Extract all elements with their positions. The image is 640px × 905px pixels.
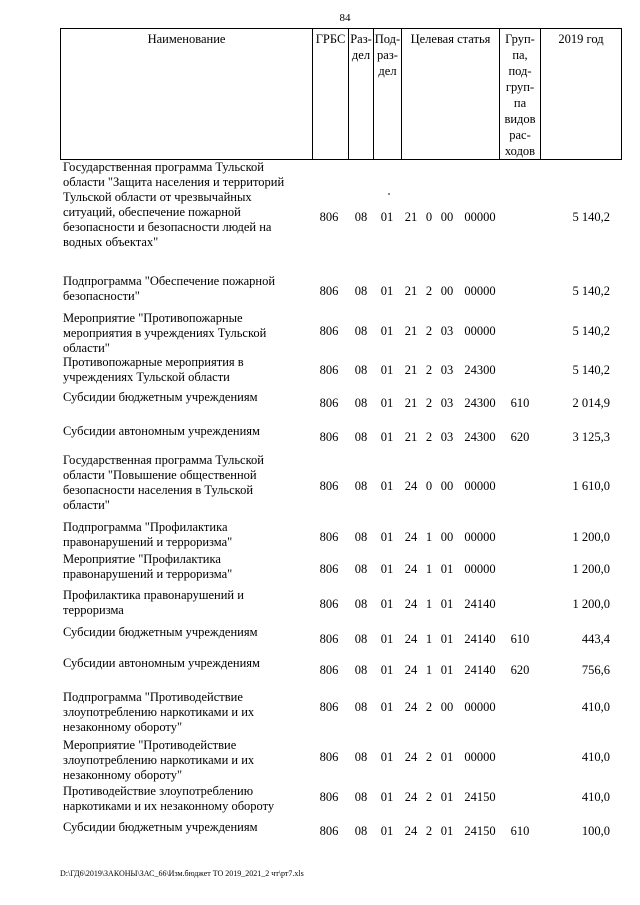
cell-rz: 08 [354,210,368,224]
cell-c2: 0 [425,210,433,224]
cell-amount: 443,4 [581,632,610,646]
row-name-line: мероприятия в учреждениях Тульской [63,326,267,340]
scan-speck [388,193,390,195]
cell-c1: 21 [404,284,418,298]
cell-c4: 00000 [464,750,496,764]
cell-c4: 24300 [464,430,496,444]
cell-c1: 24 [404,824,418,838]
row-name [63,453,303,513]
cell-grbs: 806 [319,700,339,714]
file-path-footer: D:\ГД6\2019\ЗАКОНЫ\ЗАС_66\Изм.бюджет ТО 2019_2021_2 чт\рт7.xls [60,869,304,878]
cell-c3: 01 [440,750,454,764]
cell-c3: 00 [440,210,454,224]
cell-pr: 01 [380,750,394,764]
cell-c1: 21 [404,210,418,224]
cell-vr: 620 [510,663,530,677]
row-name [63,690,303,735]
cell-c3: 03 [440,396,454,410]
row-name-line: злоупотреблению наркотиками и их [63,753,255,767]
cell-pr: 01 [380,562,394,576]
cell-c1: 24 [404,479,418,493]
cell-amount: 756,6 [581,663,610,677]
row-name-line: Мероприятие "Противопожарные [63,311,243,325]
cell-c3: 01 [440,824,454,838]
cell-c1: 24 [404,597,418,611]
cell-pr: 01 [380,363,394,377]
row-name-line: правонарушений и терроризма" [63,535,233,549]
cell-grbs: 806 [319,750,339,764]
cell-c3: 01 [440,562,454,576]
row-name-line: злоупотреблению наркотиками и их [63,705,255,719]
cell-c1: 21 [404,430,418,444]
cell-grbs: 806 [319,663,339,677]
row-name-line: Государственная программа Тульской [63,160,264,174]
cell-pr: 01 [380,396,394,410]
row-name-line: правонарушений и терроризма" [63,567,233,581]
cell-grbs: 806 [319,430,339,444]
row-name-line: водных объектах" [63,235,159,249]
cell-c1: 21 [404,324,418,338]
row-name-line: области "Защита населения и территорий [63,175,285,189]
cell-vr: 610 [510,396,530,410]
row-name-line: Субсидии бюджетным учреждениям [63,390,258,404]
cell-pr: 01 [380,430,394,444]
table-header [60,28,622,160]
cell-amount: 5 140,2 [572,210,610,224]
cell-vr: 620 [510,430,530,444]
cell-amount: 1 200,0 [572,530,610,544]
cell-grbs: 806 [319,530,339,544]
row-name-line: незаконному обороту" [63,720,183,734]
cell-grbs: 806 [319,632,339,646]
cell-c3: 01 [440,632,454,646]
cell-c2: 1 [425,562,433,576]
cell-pr: 01 [380,210,394,224]
cell-pr: 01 [380,790,394,804]
cell-rz: 08 [354,284,368,298]
cell-grbs: 806 [319,210,339,224]
row-name [63,820,303,835]
row-name-line: Государственная программа Тульской [63,453,264,467]
cell-c3: 03 [440,363,454,377]
cell-pr: 01 [380,479,394,493]
cell-c3: 00 [440,479,454,493]
cell-c2: 1 [425,530,433,544]
cell-amount: 410,0 [581,700,610,714]
row-name-line: Подпрограмма "Противодействие [63,690,243,704]
row-name [63,311,303,356]
row-name-line: Противопожарные мероприятия в [63,355,244,369]
header-target: Целевая статья [401,29,499,159]
row-name [63,160,303,250]
cell-grbs: 806 [319,324,339,338]
row-name [63,784,303,814]
cell-rz: 08 [354,790,368,804]
cell-c4: 24140 [464,597,496,611]
cell-grbs: 806 [319,562,339,576]
cell-c4: 24150 [464,824,496,838]
cell-c1: 24 [404,562,418,576]
cell-rz: 08 [354,324,368,338]
cell-c4: 00000 [464,210,496,224]
row-name [63,355,303,385]
cell-rz: 08 [354,530,368,544]
cell-c2: 1 [425,597,433,611]
row-name [63,424,303,439]
cell-c3: 03 [440,324,454,338]
row-name [63,390,303,405]
row-name-line: Подпрограмма "Обеспечение пожарной [63,274,276,288]
cell-c3: 00 [440,530,454,544]
cell-grbs: 806 [319,284,339,298]
cell-c2: 1 [425,663,433,677]
cell-c1: 24 [404,700,418,714]
row-name-line: Субсидии бюджетным учреждениям [63,820,258,834]
row-name [63,738,303,783]
header-grbs: ГРБС [312,29,348,159]
cell-c3: 01 [440,663,454,677]
cell-rz: 08 [354,700,368,714]
cell-pr: 01 [380,632,394,646]
cell-pr: 01 [380,597,394,611]
row-name-line: безопасности" [63,289,140,303]
cell-pr: 01 [380,824,394,838]
cell-c2: 2 [425,750,433,764]
row-name-line: учреждениях Тульской области [63,370,230,384]
row-name-line: ситуаций, обеспечение пожарной [63,205,241,219]
cell-vr: 610 [510,632,530,646]
cell-rz: 08 [354,824,368,838]
row-name [63,625,303,640]
cell-c2: 2 [425,700,433,714]
row-name [63,656,303,671]
cell-c1: 24 [404,530,418,544]
row-name-line: Субсидии бюджетным учреждениям [63,625,258,639]
row-name-line: области" [63,341,110,355]
cell-c4: 24140 [464,632,496,646]
cell-rz: 08 [354,663,368,677]
cell-c4: 00000 [464,530,496,544]
cell-c1: 21 [404,396,418,410]
cell-amount: 2 014,9 [572,396,610,410]
cell-c3: 00 [440,284,454,298]
header-year: 2019 год [540,29,622,159]
cell-pr: 01 [380,700,394,714]
cell-c4: 00000 [464,324,496,338]
cell-amount: 1 200,0 [572,562,610,576]
cell-rz: 08 [354,562,368,576]
row-name [63,520,303,550]
cell-c1: 21 [404,363,418,377]
cell-rz: 08 [354,479,368,493]
cell-c3: 01 [440,790,454,804]
cell-c4: 24300 [464,363,496,377]
cell-c4: 00000 [464,562,496,576]
row-name-line: Мероприятие "Противодействие [63,738,237,752]
cell-rz: 08 [354,396,368,410]
row-name-line: незаконному обороту" [63,768,183,782]
cell-rz: 08 [354,363,368,377]
cell-pr: 01 [380,324,394,338]
cell-grbs: 806 [319,824,339,838]
row-name-line: безопасности населения в Тульской [63,483,254,497]
header-name: Наименование [60,29,312,159]
cell-c2: 2 [425,324,433,338]
row-name [63,552,303,582]
cell-c2: 2 [425,824,433,838]
row-name [63,588,303,618]
cell-grbs: 806 [319,597,339,611]
cell-amount: 3 125,3 [572,430,610,444]
header-group: Груп- па, под- груп- па видов рас- ходов [499,29,540,159]
header-razdel: Раз- дел [348,29,373,159]
row-name-line: наркотиками и их незаконному обороту [63,799,275,813]
row-name-line: Субсидии автономным учреждениям [63,424,260,438]
cell-c4: 00000 [464,700,496,714]
row-name-line: терроризма [63,603,124,617]
cell-amount: 410,0 [581,790,610,804]
row-name-line: безопасности и безопасности людей на [63,220,272,234]
cell-pr: 01 [380,284,394,298]
row-name-line: области "Повышение общественной [63,468,257,482]
row-name [63,274,303,304]
cell-c1: 24 [404,790,418,804]
cell-c4: 00000 [464,284,496,298]
cell-amount: 5 140,2 [572,363,610,377]
page-number: 84 [339,12,351,24]
cell-c3: 03 [440,430,454,444]
cell-grbs: 806 [319,790,339,804]
row-name-line: Субсидии автономным учреждениям [63,656,260,670]
row-name-line: Тульской области от чрезвычайных [63,190,252,204]
cell-amount: 5 140,2 [572,324,610,338]
cell-amount: 1 200,0 [572,597,610,611]
cell-grbs: 806 [319,363,339,377]
cell-amount: 1 610,0 [572,479,610,493]
row-name-line: Мероприятие "Профилактика [63,552,221,566]
cell-c2: 2 [425,284,433,298]
cell-pr: 01 [380,530,394,544]
cell-rz: 08 [354,597,368,611]
cell-c1: 24 [404,632,418,646]
row-name-line: Профилактика правонарушений и [63,588,244,602]
cell-c2: 0 [425,479,433,493]
cell-amount: 410,0 [581,750,610,764]
cell-grbs: 806 [319,479,339,493]
cell-rz: 08 [354,750,368,764]
cell-c2: 2 [425,363,433,377]
cell-c3: 00 [440,700,454,714]
cell-amount: 5 140,2 [572,284,610,298]
cell-c3: 01 [440,597,454,611]
cell-amount: 100,0 [581,824,610,838]
cell-rz: 08 [354,430,368,444]
cell-c4: 24300 [464,396,496,410]
cell-c4: 24150 [464,790,496,804]
row-name-line: области" [63,498,110,512]
cell-c4: 24140 [464,663,496,677]
cell-pr: 01 [380,663,394,677]
cell-c2: 2 [425,396,433,410]
cell-c2: 2 [425,430,433,444]
row-name-line: Противодействие злоупотреблению [63,784,254,798]
cell-c4: 00000 [464,479,496,493]
cell-c2: 2 [425,790,433,804]
cell-vr: 610 [510,824,530,838]
row-name-line: Подпрограмма "Профилактика [63,520,228,534]
cell-c1: 24 [404,663,418,677]
cell-c1: 24 [404,750,418,764]
cell-c2: 1 [425,632,433,646]
cell-grbs: 806 [319,396,339,410]
cell-rz: 08 [354,632,368,646]
header-podrazdel: Под- раз- дел [373,29,401,159]
